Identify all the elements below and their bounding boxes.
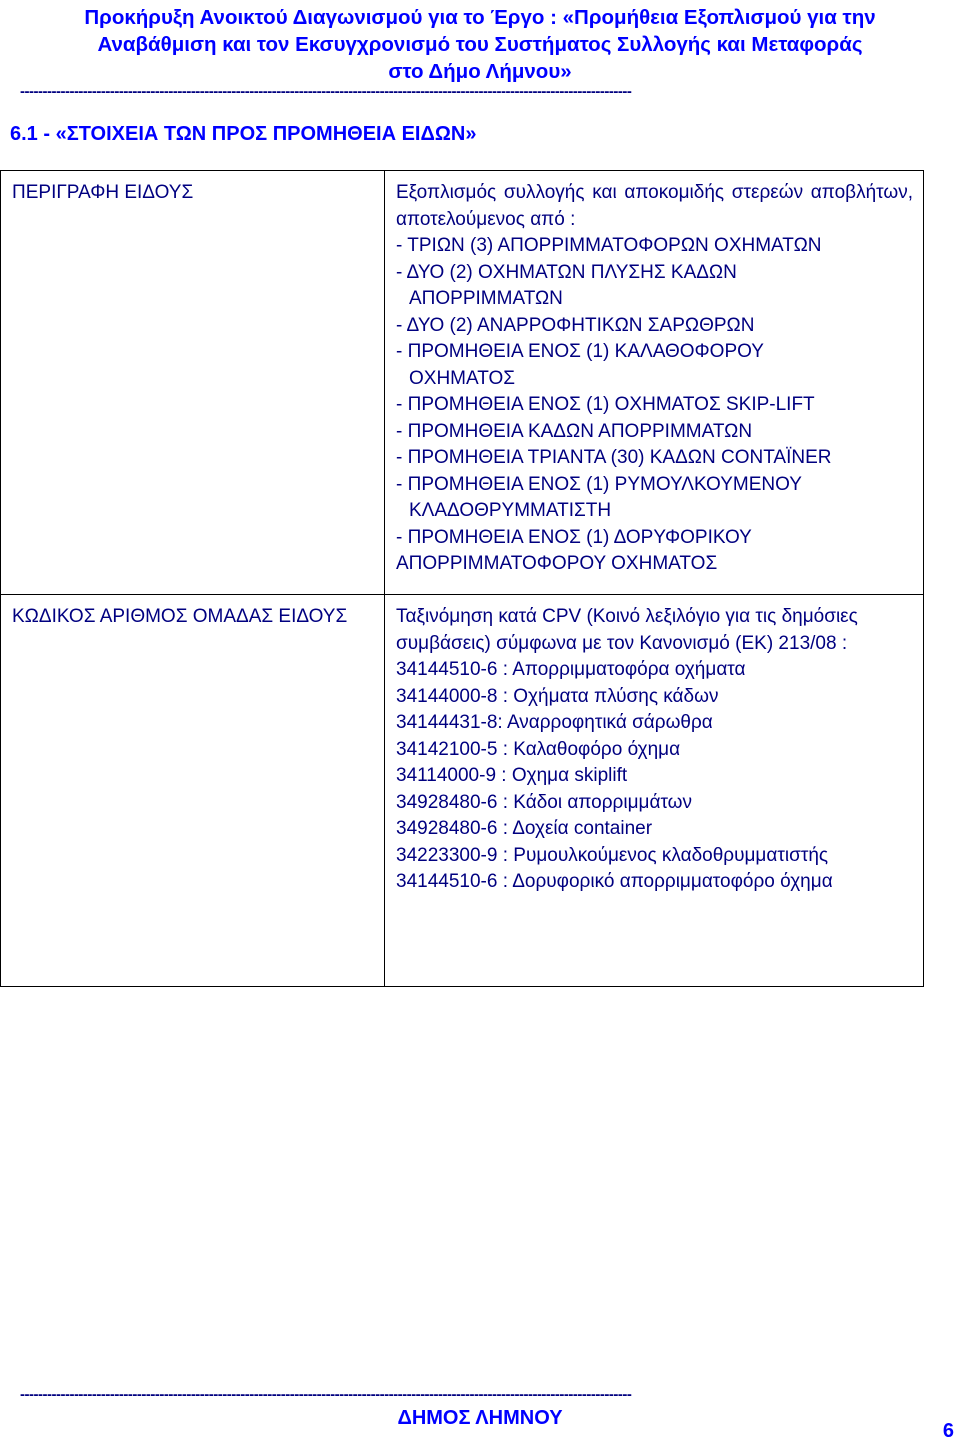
code-label: ΚΩΔΙΚΟΣ ΑΡΙΘΜΟΣ ΟΜΑΔΑΣ ΕΙΔΟΥΣ	[1, 595, 385, 987]
header-separator: ----------------------------------------------------------------------------------------------------------------------------------------	[20, 85, 632, 99]
footer-separator: ----------------------------------------------------------------------------------------------------------------------------------------	[20, 1388, 632, 1402]
document-header-title	[0, 4, 960, 85]
cpv-code-line: 34928480-6 : Κάδοι απορριμμάτων	[396, 791, 693, 813]
description-list	[396, 233, 913, 578]
header-title-line: Αναβάθμιση και τον Εκσυγχρονισμό του Συστήματος Συλλογής και Μεταφοράς	[97, 33, 863, 56]
description-item: - ΠΡΟΜΗΘΕΙΑ ΤΡΙΑΝΤΑ (30) ΚΑΔΩΝ CONTAÏNER	[396, 447, 832, 468]
description-item: - ΠΡΟΜΗΘΕΙΑ ΕΝΟΣ (1) ΔΟΡΥΦΟΡΙΚΟΥ	[396, 526, 752, 548]
description-item: - ΔΥΟ (2) ΑΝΑΡΡΟΦΗΤΙΚΩΝ ΣΑΡΩΘΡΩΝ	[396, 314, 755, 336]
page-number: 6	[942, 1420, 954, 1442]
description-item: - ΔΥΟ (2) ΟΧΗΜΑΤΩΝ ΠΛΥΣΗΣ ΚΑΔΩΝ	[396, 261, 737, 283]
description-label: ΠΕΡΙΓΡΑΦΗ ΕΙΔΟΥΣ	[1, 171, 385, 595]
description-item: - ΠΡΟΜΗΘΕΙΑ ΕΝΟΣ (1) ΡΥΜΟΥΛΚΟΥΜΕΝΟΥ	[396, 473, 802, 495]
description-value	[385, 171, 924, 595]
description-item: - ΤΡΙΩΝ (3) ΑΠΟΡΡΙΜΜΑΤΟΦΟΡΩΝ ΟΧΗΜΑΤΩΝ	[396, 235, 822, 256]
description-item: ΟΧΗΜΑΤΟΣ	[409, 367, 516, 389]
cpv-code-line: 34114000-9 : Οχημα skiplift	[396, 765, 628, 786]
cpv-code-line: 34144431-8: Αναρροφητικά σάρωθρα	[396, 712, 713, 733]
cpv-code-line: 34144510-6 : Απορριμματοφόρα οχήματα	[396, 659, 746, 680]
header-title-line: στο Δήμο Λήμνου»	[388, 60, 572, 83]
description-item: ΚΛΑΔΟΘΡΥΜΜΑΤΙΣΤΗ	[409, 500, 612, 521]
description-item: ΑΠΟΡΡΙΜΜΑΤΟΦΟΡΟΥ ΟΧΗΜΑΤΟΣ	[396, 553, 718, 574]
cpv-code-line: 34142100-5 : Καλαθοφόρο όχημα	[396, 738, 681, 760]
description-item: - ΠΡΟΜΗΘΕΙΑ ΕΝΟΣ (1) ΟΧΗΜΑΤΟΣ SKIP-LIFT	[396, 394, 815, 415]
section-title: 6.1 - «ΣΤΟΙΧΕΙΑ ΤΩΝ ΠΡΟΣ ΠΡΟΜΗΘΕΙΑ ΕΙΔΩΝ»	[10, 123, 477, 145]
cpv-code-line: 34144510-6 : Δορυφορικό απορριμματοφόρο όχημα	[396, 871, 833, 892]
cpv-intro: Ταξινόμηση κατά CPV (Κοινό λεξιλόγιο για τις δημόσιες συμβάσεις) σύμφωνα με τον Κανονισμό (ΕΚ) 213/08 :	[396, 606, 858, 654]
cpv-code-line: 34223300-9 : Ρυμουλκούμενος κλαδοθρυμματιστής	[396, 844, 829, 866]
table-row-description	[1, 171, 924, 595]
header-title-line: Προκήρυξη Ανοικτού Διαγωνισμού για το Έργο : «Προμήθεια Εξοπλισμού για την	[84, 6, 876, 29]
items-table	[0, 170, 924, 987]
cpv-code-line: 34928480-6 : Δοχεία container	[396, 818, 653, 839]
description-item: - ΠΡΟΜΗΘΕΙΑ ΚΑΔΩΝ ΑΠΟΡΡΙΜΜΑΤΩΝ	[396, 420, 753, 442]
description-item: ΑΠΟΡΡΙΜΜΑΤΩΝ	[409, 288, 563, 309]
code-value	[385, 595, 924, 987]
cpv-code-line: 34144000-8 : Οχήματα πλύσης κάδων	[396, 685, 719, 707]
footer-title: ΔΗΜΟΣ ΛΗΜΝΟΥ	[397, 1407, 563, 1429]
description-intro: Εξοπλισμός συλλογής και αποκομιδής στερεών αποβλήτων, αποτελούμενος από :	[396, 182, 913, 230]
table-row-code	[1, 595, 924, 987]
cpv-list	[396, 657, 913, 896]
description-item: - ΠΡΟΜΗΘΕΙΑ ΕΝΟΣ (1) ΚΑΛΑΘΟΦΟΡΟΥ	[396, 341, 764, 362]
